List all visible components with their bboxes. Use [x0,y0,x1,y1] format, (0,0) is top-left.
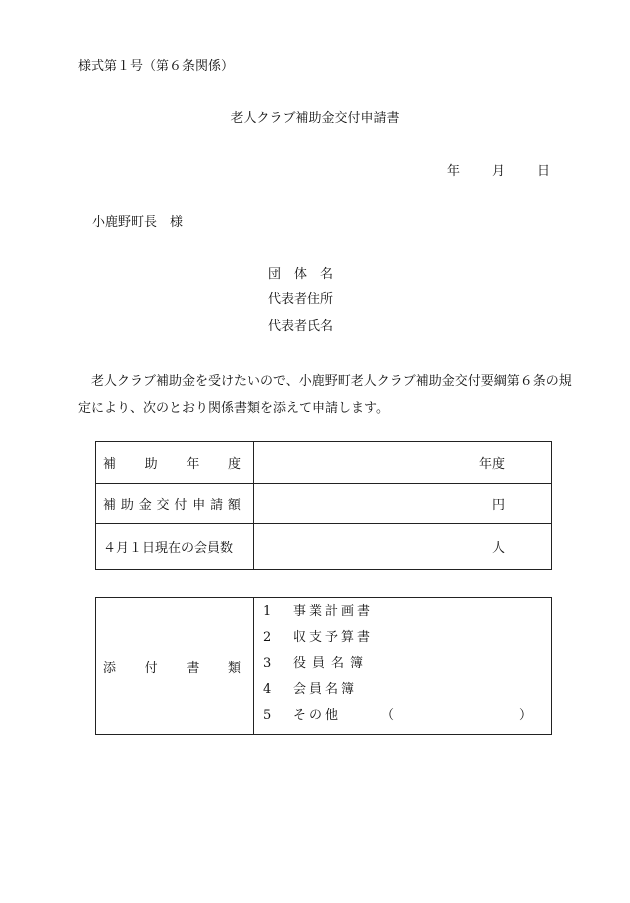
list-item: 2 収支予算書 [263,630,374,645]
application-info-table [95,441,552,570]
applicant-name-label: 代表者氏名 [268,319,334,334]
table-row [96,524,552,570]
subsidy-year-label: 補 助 年 度 [96,442,254,484]
list-item: 1 事業計画書 [263,604,374,619]
list-item: 4 会員名簿 [263,682,358,697]
table-row [96,598,552,735]
date-line [447,165,550,178]
date-day-label: 日 [537,164,551,179]
other-close-paren: ） [518,708,532,723]
list-item-other: 5 その他 （ ） [263,706,551,732]
subsidy-amount-label: 補 助 金 交 付 申 請 額 [96,484,254,524]
date-month-label: 月 [492,164,506,179]
subsidy-year-unit: 年度 [478,457,505,472]
addressee: 小鹿野町長 様 [92,215,184,230]
applicant-group-label: 団 体 名 [268,267,334,282]
member-count-label: ４月１日現在の会員数 [96,524,254,570]
subsidy-amount-unit: 円 [491,498,505,513]
application-statement: 老人クラブ補助金を受けたいので、小鹿野町老人クラブ補助金交付要綱第６条の規定により、次のとおり関係書類を添えて申請します。 [78,374,572,416]
document-title: 老人クラブ補助金交付申請書 [230,111,400,126]
date-year-label: 年 [447,164,461,179]
attachments-label: 添 付 書 類 [96,598,254,735]
list-item: 3 役員名簿 [263,656,370,671]
subsidy-amount-field[interactable] [254,484,552,524]
attachments-table [95,597,552,735]
form-number: 様式第１号（第６条関係） [78,59,235,74]
subsidy-year-field[interactable] [254,442,552,484]
member-count-unit: 人 [491,541,505,556]
other-open-paren: （ [381,708,395,723]
applicant-address-label: 代表者住所 [268,292,334,307]
table-row [96,442,552,484]
table-row [96,484,552,524]
attachments-list [254,598,552,735]
member-count-field[interactable] [254,524,552,570]
